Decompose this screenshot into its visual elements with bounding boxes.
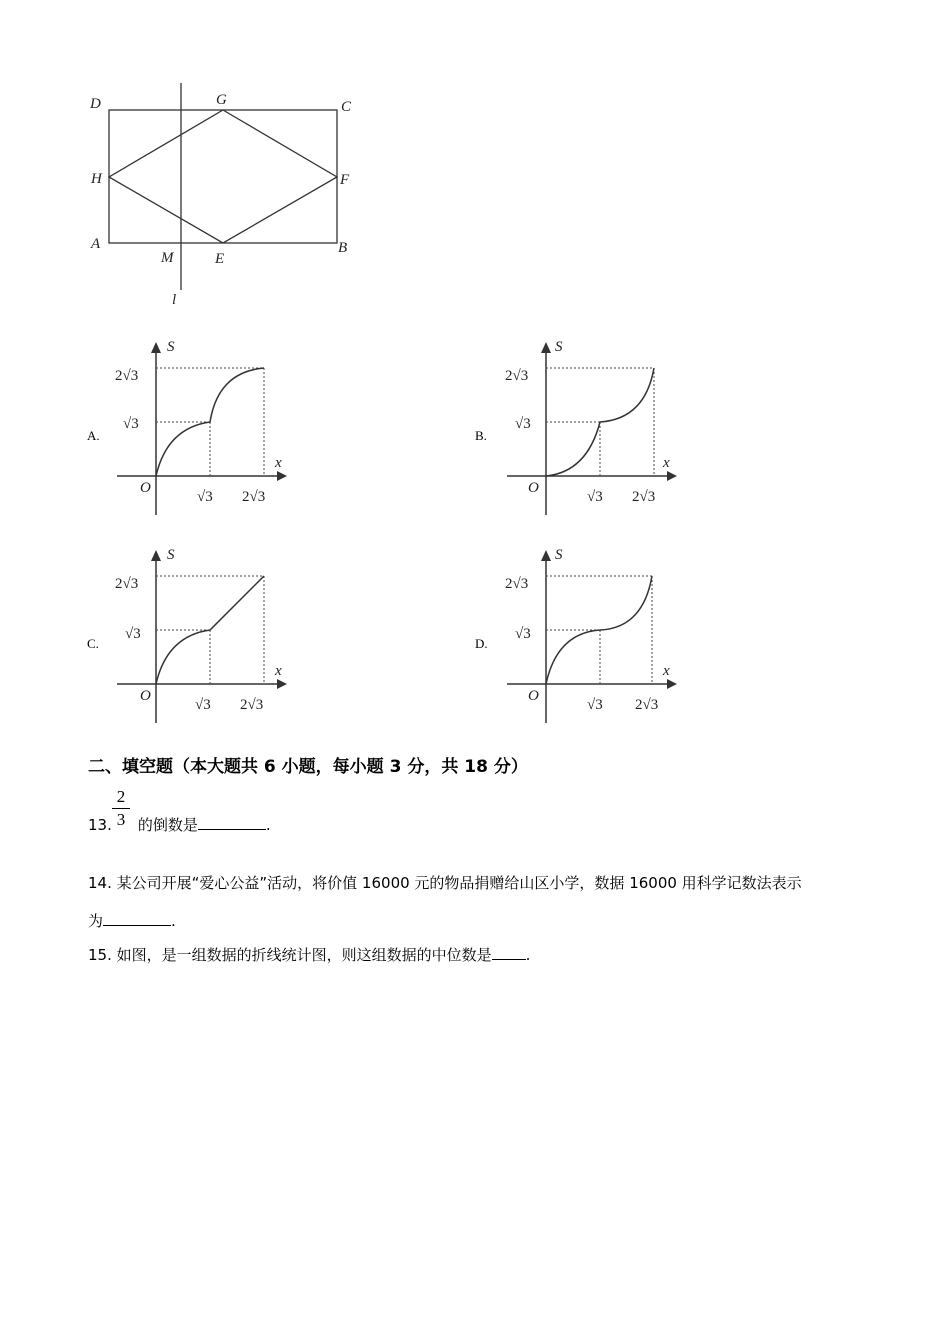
rectangle-abcd: [109, 110, 337, 243]
question-13: [88, 814, 271, 835]
graph-option-c: [105, 543, 305, 728]
origin-label: O: [140, 688, 151, 704]
graph-option-a: [105, 335, 305, 520]
q15-answer-blank[interactable]: [492, 945, 526, 960]
tick-y2: 2√3: [505, 576, 529, 592]
label-B: B: [338, 240, 348, 256]
tick-x2: 2√3: [635, 697, 659, 713]
tick-y1: √3: [125, 626, 141, 642]
option-c-label: C.: [87, 636, 99, 651]
origin-label: O: [528, 688, 539, 704]
q13-text: 的倒数是: [137, 816, 198, 834]
option-d-label: D.: [475, 636, 488, 651]
question-14-line1: 14. 某公司开展“爱心公益”活动，将价值 16000 元的物品捐赠给山区小学，数据 16000 用科学记数法表示: [88, 874, 802, 892]
label-l: l: [172, 292, 177, 308]
tick-y1: √3: [123, 416, 139, 432]
q14-answer-blank[interactable]: [103, 911, 171, 926]
label-H: H: [91, 171, 102, 187]
axis-x-label: x: [663, 663, 670, 679]
tick-x1: √3: [587, 697, 603, 713]
tick-x1: √3: [587, 489, 603, 505]
q13-number: 13.: [88, 816, 112, 834]
graph-option-d: [495, 543, 695, 728]
curve-d: [546, 576, 652, 684]
q15-end: .: [525, 946, 531, 964]
label-A: A: [91, 236, 101, 252]
label-M: M: [161, 250, 174, 266]
axis-s-label: S: [555, 547, 563, 563]
axis-x-label: x: [663, 455, 670, 471]
label-G: G: [216, 92, 227, 108]
label-E: E: [215, 251, 225, 267]
question-14-line2: [88, 910, 176, 931]
origin-label: O: [528, 480, 539, 496]
graph-option-b: [495, 335, 695, 520]
tick-y1: √3: [515, 416, 531, 432]
label-F: F: [340, 172, 350, 188]
tick-x2: 2√3: [240, 697, 264, 713]
section-title: 二、填空题（本大题共 6 小题，每小题 3 分，共 18 分）: [88, 757, 528, 777]
axis-s-label: S: [555, 339, 563, 355]
tick-x2: 2√3: [242, 489, 266, 505]
q13-answer-blank[interactable]: [198, 815, 266, 830]
axis-x-label: x: [275, 663, 282, 679]
label-D: D: [90, 96, 101, 112]
q15-text: 15. 如图，是一组数据的折线统计图，则这组数据的中位数是: [88, 946, 492, 964]
option-a-label: A.: [87, 428, 100, 443]
tick-x1: √3: [195, 697, 211, 713]
option-b-label: B.: [475, 428, 487, 443]
rectangle-rhombus-figure: [80, 80, 370, 310]
rhombus-efgh: [109, 110, 337, 243]
origin-label: O: [140, 480, 151, 496]
q14-end: .: [171, 912, 176, 930]
axis-x-label: x: [275, 455, 282, 471]
tick-x1: √3: [197, 489, 213, 505]
tick-x2: 2√3: [632, 489, 656, 505]
axis-s-label: S: [167, 339, 175, 355]
q13-end: .: [265, 816, 271, 834]
axis-s-label: S: [167, 547, 175, 563]
q13-frac-num: 2: [116, 787, 126, 806]
tick-y2: 2√3: [115, 368, 139, 384]
label-C: C: [341, 99, 352, 115]
tick-y2: 2√3: [115, 576, 139, 592]
question-15: [88, 944, 530, 965]
q14-line2-start: 为: [88, 912, 104, 930]
q13-frac-den: 3: [116, 810, 126, 829]
tick-y2: 2√3: [505, 368, 529, 384]
tick-y1: √3: [515, 626, 531, 642]
